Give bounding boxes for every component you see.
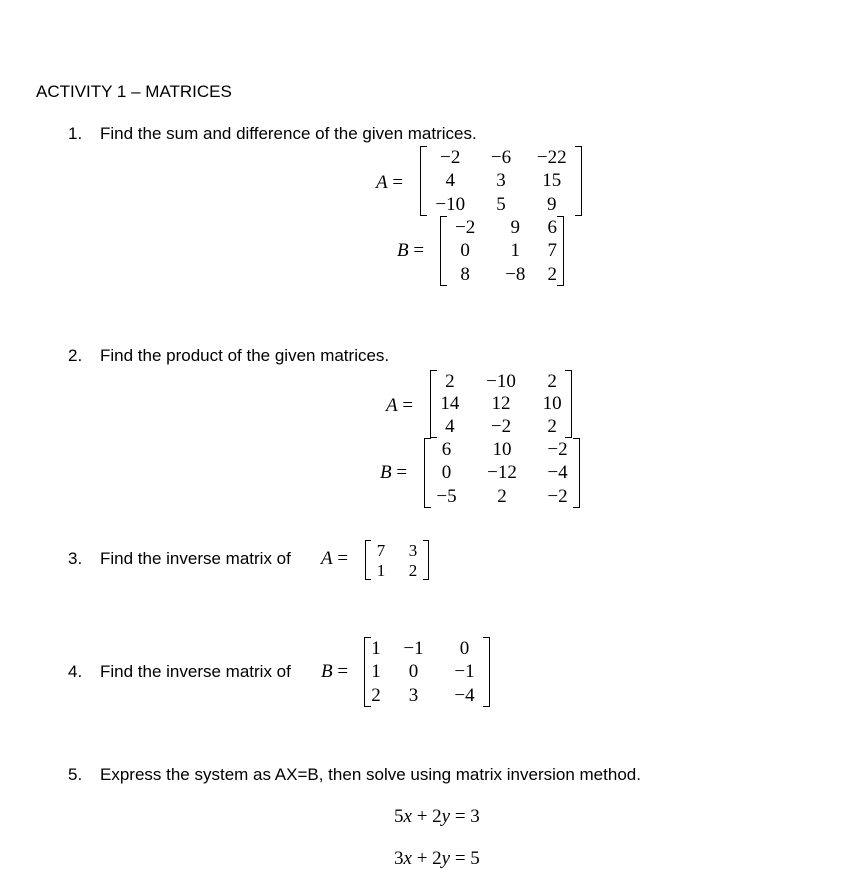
matrix-grid (424, 438, 580, 508)
matrix-cell: 14 (440, 393, 460, 415)
q3-a-label: A = (321, 548, 349, 569)
q2-b-label: B = (380, 462, 408, 483)
matrix-cell: 8 (460, 263, 470, 285)
page-title: ACTIVITY 1 – MATRICES (36, 82, 232, 101)
item-2-text: Find the product of the given matrices. (100, 346, 390, 365)
matrix-cell: 6 (547, 217, 557, 239)
matrix-cell: −12 (487, 462, 517, 484)
q1-a-label: A = (376, 172, 404, 193)
q4-matrix-b (364, 637, 490, 707)
matrix-cell: 7 (376, 540, 386, 560)
matrix-cell: 10 (542, 393, 562, 415)
item-5-text: Express the system as AX=B, then solve using matrix inversion method. (100, 765, 641, 784)
matrix-cell: 10 (492, 439, 512, 461)
item-4-text: Find the inverse matrix of (100, 662, 291, 681)
matrix-cell: 12 (491, 393, 511, 415)
matrix-cell: 3 (408, 684, 419, 706)
matrix-cell: −10 (486, 370, 516, 392)
matrix-grid (430, 370, 572, 438)
matrix-cell: 6 (441, 439, 452, 461)
q1-matrix-a (420, 146, 582, 216)
matrix-cell: −6 (490, 147, 512, 169)
matrix-cell: −5 (436, 485, 457, 507)
matrix-cell: −22 (536, 147, 567, 169)
matrix-cell: 3 (408, 540, 418, 560)
q2-a-label: A = (386, 395, 414, 416)
matrix-grid (440, 216, 564, 286)
item-1-number: 1. (68, 124, 83, 143)
matrix-cell: 2 (547, 370, 557, 392)
matrix-cell: −8 (505, 263, 526, 285)
matrix-cell: −2 (454, 217, 476, 239)
matrix-cell: 0 (459, 638, 470, 660)
matrix-cell: 0 (460, 240, 470, 262)
matrix-cell: 15 (542, 170, 562, 192)
matrix-cell: −4 (547, 462, 568, 484)
matrix-cell: −2 (547, 439, 568, 461)
item-4-number: 4. (68, 662, 83, 681)
equation-2: 3x + 2y = 5 (394, 848, 480, 869)
q3-matrix-a (365, 540, 429, 580)
q1-b-label: B = (397, 240, 425, 261)
matrix-cell: −4 (454, 684, 475, 706)
matrix-cell: −1 (454, 661, 475, 683)
item-1-text: Find the sum and difference of the given matrices. (100, 124, 477, 143)
equation-1: 5x + 2y = 3 (394, 806, 480, 827)
q2-matrix-b (424, 438, 580, 508)
item-2-number: 2. (68, 346, 83, 365)
matrix-cell: 9 (510, 217, 521, 239)
matrix-cell: −2 (490, 416, 512, 438)
matrix-cell: 5 (496, 193, 506, 215)
matrix-cell: 2 (547, 263, 557, 285)
q1-matrix-b (440, 216, 564, 286)
item-3-text: Find the inverse matrix of (100, 549, 291, 568)
matrix-cell: 1 (510, 240, 521, 262)
matrix-cell: −10 (435, 193, 466, 215)
matrix-cell: 3 (496, 170, 506, 192)
matrix-cell: 1 (371, 661, 381, 683)
matrix-grid (420, 146, 582, 216)
matrix-cell: 2 (371, 684, 381, 706)
matrix-grid (365, 540, 429, 580)
matrix-cell: 4 (445, 170, 455, 192)
matrix-grid (364, 637, 490, 707)
matrix-cell: 7 (547, 240, 557, 262)
q2-matrix-a (430, 370, 572, 438)
matrix-cell: 1 (376, 560, 386, 580)
matrix-cell: 2 (408, 560, 418, 580)
q4-b-label: B = (321, 661, 349, 682)
item-5-number: 5. (68, 765, 83, 784)
matrix-cell: 4 (445, 416, 455, 438)
matrix-cell: 2 (497, 485, 507, 507)
matrix-cell: −2 (547, 485, 568, 507)
item-3-number: 3. (68, 549, 83, 568)
matrix-cell: 2 (445, 370, 455, 392)
matrix-cell: 9 (547, 193, 557, 215)
matrix-cell: 0 (441, 462, 452, 484)
matrix-cell: 0 (408, 661, 419, 683)
matrix-cell: −2 (440, 147, 461, 169)
matrix-cell: 1 (371, 638, 381, 660)
matrix-cell: 2 (547, 416, 557, 438)
matrix-cell: −1 (403, 638, 424, 660)
